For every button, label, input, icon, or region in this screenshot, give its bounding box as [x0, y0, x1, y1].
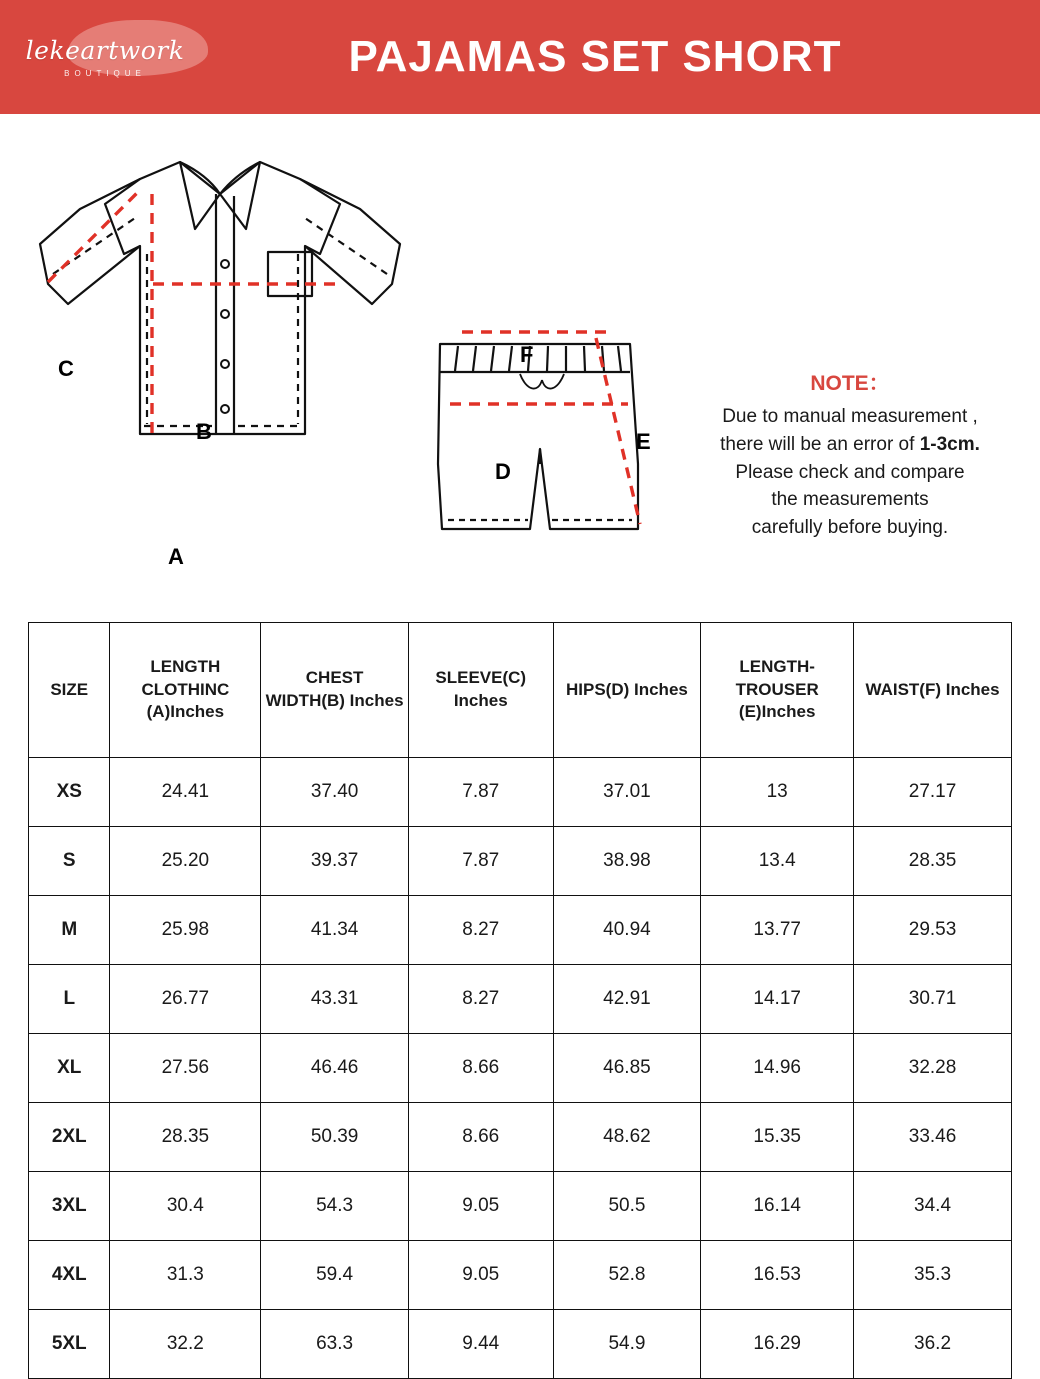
size-chart [28, 622, 1012, 1379]
cell-trouser: 14.96 [701, 1034, 854, 1103]
cell-size: XS [29, 758, 110, 827]
page-title: PAJAMAS SET SHORT [348, 32, 842, 81]
cell-waist: 27.17 [854, 758, 1012, 827]
cell-chest: 41.34 [261, 896, 409, 965]
cell-hips: 54.9 [553, 1310, 701, 1379]
cell-trouser: 13 [701, 758, 854, 827]
size-table [28, 622, 1012, 1379]
cell-size: M [29, 896, 110, 965]
table-row [29, 827, 1012, 896]
cell-waist: 35.3 [854, 1241, 1012, 1310]
cell-hips: 50.5 [553, 1172, 701, 1241]
table-header-row [29, 623, 1012, 758]
cell-trouser: 15.35 [701, 1103, 854, 1172]
cell-chest: 59.4 [261, 1241, 409, 1310]
note-line-3: Please check and compare [735, 461, 965, 483]
table-row [29, 896, 1012, 965]
measure-line-c [48, 192, 138, 282]
cell-sleeve: 9.44 [408, 1310, 553, 1379]
table-row [29, 965, 1012, 1034]
note-line-1: Due to manual measurement , [722, 406, 978, 428]
table-row [29, 1310, 1012, 1379]
col-header-chest: CHEST WIDTH(B) Inches [261, 623, 409, 758]
label-a: A [168, 544, 184, 569]
cell-chest: 46.46 [261, 1034, 409, 1103]
brand-name: lekeartwork [25, 36, 185, 65]
note-block [680, 369, 1020, 541]
col-header-trouser: LENGTH-TROUSER (E)Inches [701, 623, 854, 758]
note-tolerance: 1-3cm. [919, 433, 980, 455]
cell-waist: 28.35 [854, 827, 1012, 896]
cell-trouser: 16.29 [701, 1310, 854, 1379]
cell-size: XL [29, 1034, 110, 1103]
cell-size: 4XL [29, 1241, 110, 1310]
cell-hips: 52.8 [553, 1241, 701, 1310]
cell-hips: 42.91 [553, 965, 701, 1034]
cell-hips: 48.62 [553, 1103, 701, 1172]
table-row [29, 758, 1012, 827]
cell-chest: 39.37 [261, 827, 409, 896]
cell-sleeve: 8.66 [408, 1103, 553, 1172]
cell-waist: 36.2 [854, 1310, 1012, 1379]
cell-chest: 43.31 [261, 965, 409, 1034]
label-c: C [58, 356, 74, 381]
cell-chest: 54.3 [261, 1172, 409, 1241]
brand-logo [0, 0, 210, 114]
cell-trouser: 16.14 [701, 1172, 854, 1241]
cell-trouser: 13.4 [701, 827, 854, 896]
cell-size: 5XL [29, 1310, 110, 1379]
cell-size: S [29, 827, 110, 896]
cell-waist: 30.71 [854, 965, 1012, 1034]
col-header-waist: WAIST(F) Inches [854, 623, 1012, 758]
cell-chest: 37.40 [261, 758, 409, 827]
cell-chest: 50.39 [261, 1103, 409, 1172]
table-row [29, 1103, 1012, 1172]
cell-length: 24.41 [110, 758, 261, 827]
shirt-illustration [20, 134, 420, 494]
note-title: NOTE： [810, 372, 890, 395]
cell-length: 27.56 [110, 1034, 261, 1103]
col-header-hips: HIPS(D) Inches [553, 623, 701, 758]
cell-waist: 33.46 [854, 1103, 1012, 1172]
cell-hips: 46.85 [553, 1034, 701, 1103]
label-e: E [636, 429, 651, 454]
table-row [29, 1241, 1012, 1310]
cell-hips: 38.98 [553, 827, 701, 896]
cell-sleeve: 7.87 [408, 827, 553, 896]
cell-hips: 40.94 [553, 896, 701, 965]
cell-waist: 29.53 [854, 896, 1012, 965]
cell-size: 2XL [29, 1103, 110, 1172]
garment-diagram [0, 114, 1040, 614]
cell-sleeve: 8.27 [408, 965, 553, 1034]
cell-length: 25.98 [110, 896, 261, 965]
label-b: B [196, 419, 212, 444]
cell-hips: 37.01 [553, 758, 701, 827]
cell-waist: 34.4 [854, 1172, 1012, 1241]
note-line-2-pre: there will be an error of [720, 433, 920, 455]
cell-length: 28.35 [110, 1103, 261, 1172]
cell-sleeve: 9.05 [408, 1172, 553, 1241]
cell-trouser: 14.17 [701, 965, 854, 1034]
cell-size: 3XL [29, 1172, 110, 1241]
col-header-length: LENGTH CLOTHINC (A)Inches [110, 623, 261, 758]
col-header-sleeve: SLEEVE(C) Inches [408, 623, 553, 758]
cell-sleeve: 8.66 [408, 1034, 553, 1103]
page-header [0, 0, 1040, 114]
cell-waist: 32.28 [854, 1034, 1012, 1103]
cell-length: 25.20 [110, 827, 261, 896]
cell-sleeve: 9.05 [408, 1241, 553, 1310]
cell-size: L [29, 965, 110, 1034]
note-line-4: the measurements [771, 489, 929, 511]
measure-line-e [596, 338, 640, 524]
brand-tagline: BOUTIQUE [64, 69, 146, 78]
table-row [29, 1034, 1012, 1103]
cell-sleeve: 8.27 [408, 896, 553, 965]
note-line-5: carefully before buying. [751, 516, 949, 538]
label-f: F [520, 342, 534, 367]
col-header-size: SIZE [29, 623, 110, 758]
cell-chest: 63.3 [261, 1310, 409, 1379]
cell-trouser: 13.77 [701, 896, 854, 965]
cell-sleeve: 7.87 [408, 758, 553, 827]
table-row [29, 1172, 1012, 1241]
cell-trouser: 16.53 [701, 1241, 854, 1310]
cell-length: 31.3 [110, 1241, 261, 1310]
cell-length: 32.2 [110, 1310, 261, 1379]
cell-length: 30.4 [110, 1172, 261, 1241]
label-d: D [495, 459, 511, 484]
cell-length: 26.77 [110, 965, 261, 1034]
